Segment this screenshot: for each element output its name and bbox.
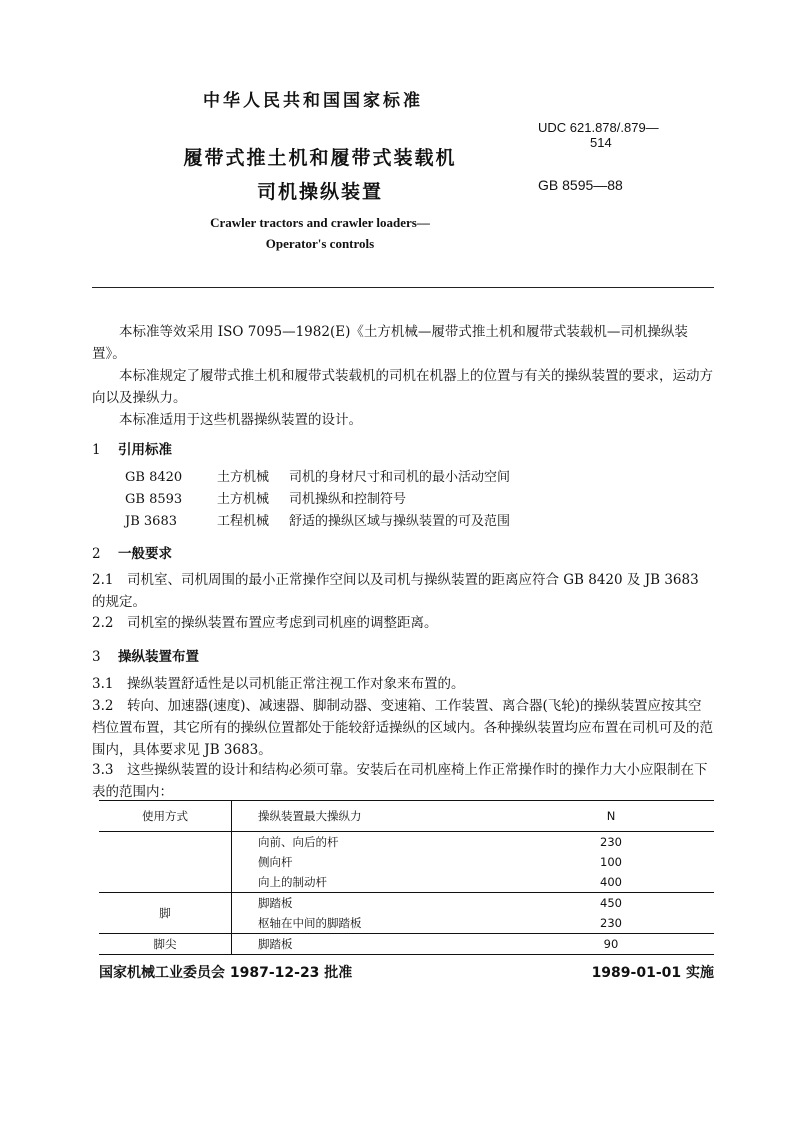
usage-mode-cell	[99, 852, 232, 872]
english-title-line1: Crawler tractors and crawler loaders—	[210, 215, 430, 230]
section-2-heading	[92, 542, 172, 562]
approval-line: 国家机械工业委员会 1987-12-23 批准	[99, 965, 353, 981]
reference-code: GB 8420	[125, 470, 183, 485]
reference-title: 司机操纵和控制符号	[289, 492, 407, 507]
table-row	[99, 934, 714, 955]
reference-org: 土方机械	[217, 470, 270, 485]
force-value-cell: 450	[600, 896, 622, 910]
usage-mode-cell	[99, 832, 232, 853]
reference-code: GB 8593	[125, 492, 183, 507]
control-item-cell: 侧向杆	[258, 855, 293, 869]
reference-row	[125, 510, 510, 529]
control-item-cell: 向上的制动杆	[232, 872, 509, 893]
table-row	[99, 832, 714, 853]
usage-mode-cell	[99, 872, 232, 893]
section-2-title: 一般要求	[118, 546, 172, 562]
section-2-number: 2	[92, 546, 101, 562]
force-value-cell: 100	[600, 855, 622, 869]
standard-type: 中华人民共和国国家标准	[203, 91, 423, 111]
intro-paragraph-1: 本标准等效采用 ISO 7095—1982(E)《土方机械—履带式推土机和履带式装载机—司机操纵装置》。	[92, 324, 688, 362]
table-header-row	[99, 801, 714, 832]
clause-2-1: 2.1 司机室、司机周围的最小正常操作空间以及司机与操纵装置的距离应符合 GB 8420 及 JB 3683 的规定。	[92, 572, 699, 610]
section-1-heading	[92, 438, 172, 458]
intro-paragraph-2: 本标准规定了履带式推土机和履带式装载机的司机在机器上的位置与有关的操纵装置的要求，运动方向以及操纵力。	[92, 368, 713, 406]
clause-3-2: 3.2 转向、加速器(速度)、减速器、脚制动器、变速箱、工作装置、离合器(飞轮)的操纵装置应按其空档位置布置，其它所有的操纵位置都处于能较舒适操纵的区域内。各种操纵装置均应布置在司机可及的范围内，具体要求见 JB 3683。	[92, 698, 713, 758]
control-item-cell: 枢轴在中间的脚踏板	[232, 913, 509, 934]
section-3-heading	[92, 645, 199, 665]
force-value-cell: 400	[508, 872, 714, 893]
table-row	[99, 852, 714, 872]
control-item-cell: 脚踏板	[232, 934, 509, 955]
reference-title: 舒适的操纵区域与操纵装置的可及范围	[289, 514, 511, 529]
document-title-line1: 履带式推土机和履带式装载机	[183, 147, 457, 169]
header-divider	[92, 287, 714, 288]
force-value-cell: 230	[600, 835, 622, 849]
clause-3-3: 3.3 这些操纵装置的设计和结构必须可靠。安装后在司机座椅上作正常操作时的操作力大小应限制在下表的范围内：	[92, 762, 708, 800]
header-max-force: 操纵装置最大操纵力	[232, 801, 509, 832]
force-value-cell: 230	[508, 913, 714, 934]
reference-title: 司机的身材尺寸和司机的最小活动空间	[289, 470, 511, 485]
english-title-line2: Operator's controls	[265, 236, 375, 251]
control-item-cell: 脚踏板	[258, 896, 293, 910]
force-value-cell: 90	[508, 934, 714, 955]
clause-3-1: 3.1 操纵装置舒适性是以司机能正常注视工作对象来布置的。	[92, 676, 465, 692]
reference-code: JB 3683	[125, 514, 177, 529]
reference-row	[125, 466, 510, 485]
table-row	[99, 872, 714, 893]
section-1-title: 引用标准	[118, 442, 172, 458]
section-3-number: 3	[92, 649, 101, 665]
udc-code-line2: 514	[590, 135, 612, 150]
reference-org: 工程机械	[217, 514, 270, 529]
usage-mode-cell: 脚尖	[99, 934, 232, 955]
operating-force-table	[99, 800, 714, 955]
udc-code-line1: UDC 621.878/.879—	[538, 120, 659, 135]
control-item-cell: 向前、向后的杆	[258, 835, 339, 849]
section-3-title: 操纵装置布置	[118, 649, 199, 665]
reference-org: 土方机械	[217, 492, 270, 507]
table-row	[99, 893, 714, 914]
header-unit: N	[508, 801, 714, 832]
section-1-number: 1	[92, 442, 101, 458]
intro-paragraph-3: 本标准适用于这些机器操纵装置的设计。	[119, 412, 362, 428]
clause-2-2: 2.2 司机室的操纵装置布置应考虑到司机座的调整距离。	[92, 615, 438, 631]
reference-row	[125, 488, 406, 507]
gb-number: GB 8595—88	[538, 177, 623, 193]
usage-mode-cell: 脚	[99, 893, 232, 934]
implementation-date: 1989-01-01 实施	[591, 965, 714, 981]
document-title-line2: 司机操纵装置	[256, 181, 383, 203]
header-usage-mode: 使用方式	[99, 801, 232, 832]
